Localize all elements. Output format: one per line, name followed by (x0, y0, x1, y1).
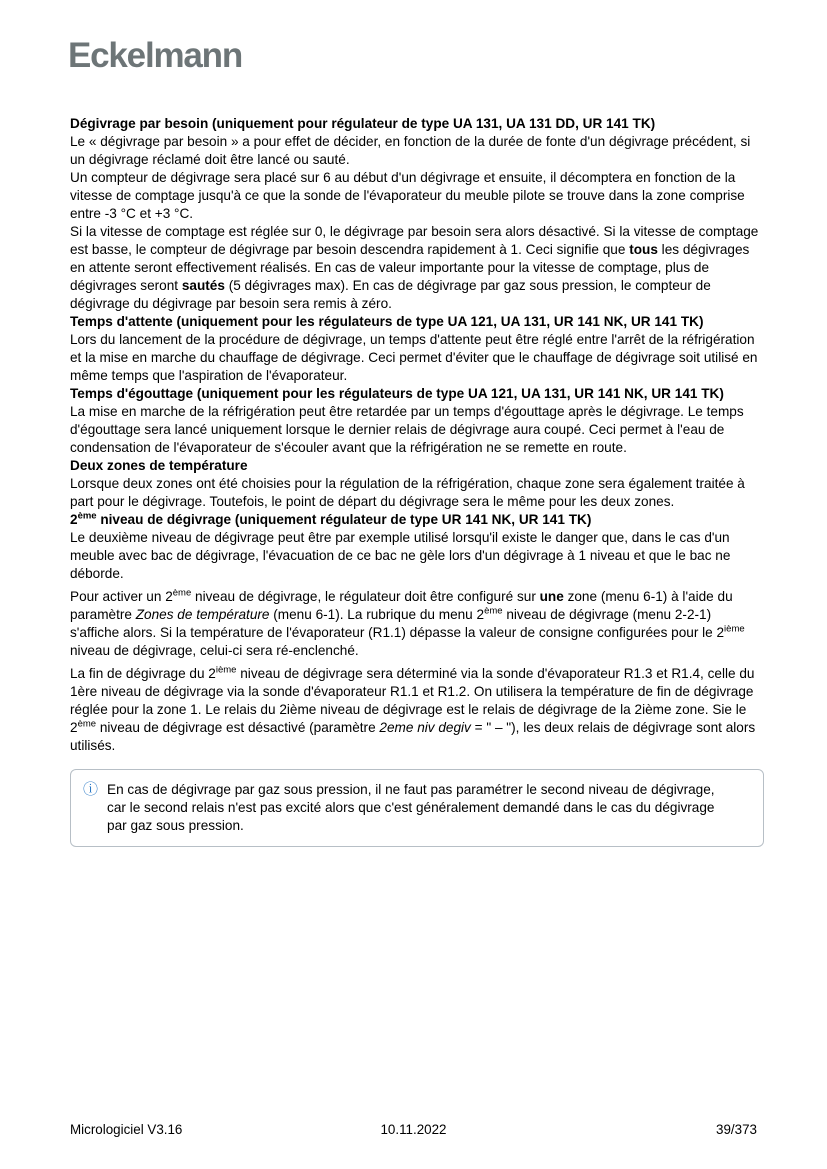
superscript-text: ème (484, 605, 503, 617)
text-run: 2 (70, 512, 78, 527)
info-note-box (70, 769, 764, 847)
superscript-text: ème (77, 510, 97, 522)
text-run: Lorsque deux zones ont été choisies pour la régulation de la réfrigération, chaque zone sera également traitée à part pour le dégivrage. Toutefois, le point de départ du dégivrage sera le même pour les deux zones. (70, 476, 745, 509)
text-run: Zones de température (135, 607, 270, 622)
paragraph (70, 588, 764, 660)
paragraph (70, 331, 764, 385)
superscript-text: ème (172, 587, 192, 599)
text-run: La mise en marche de la réfrigération peut être retardée par un temps d'égouttage après le dégivrage. Le temps d'égouttage sera lancé uniquement lorsque le dernier relais de dégivrage aura coupé. Ceci permet à l'eau de condensation de l'évaporateur de s'écouler avant que la réfrigération ne se remette en route. (70, 404, 744, 455)
text-run: 2eme niv degiv (379, 720, 471, 735)
text-run: Dégivrage par besoin (uniquement pour régulateur de type UA 131, UA 131 DD, UR 141 TK) (70, 116, 656, 131)
text-run: niveau de dégivrage est désactivé (paramètre (96, 720, 380, 735)
text-run: (5 dégivrages max). En cas de dégivrage par gaz sous pression, le compteur de dégivrage du dégivrage par besoin sera remis à zéro. (70, 278, 711, 311)
text-run: Si la vitesse de comptage est réglée sur 0, le dégivrage par besoin sera alors désactivé. Si la vitesse de comptage est basse, le compteur de dégivrage par besoin descendra rapidement à 1. Ceci signifie que (70, 224, 759, 257)
text-run: niveau de dégivrage, le régulateur doit être configuré sur (191, 589, 540, 604)
text-run: sautés (181, 278, 225, 293)
text-run: tous (629, 242, 658, 257)
superscript-text: ème (77, 718, 97, 730)
text-run: (menu 6-1). La rubrique du menu 2 (269, 607, 485, 622)
text-run: Temps d'attente (uniquement pour les régulateurs de type UA 121, UA 131, UR 141 NK, UR 141 TK) (70, 314, 704, 329)
info-icon: ⓘ (83, 781, 99, 798)
section-heading (70, 115, 764, 133)
text-run: les dégivrages en attente seront effectivement réalisés. En cas de valeur importante pour la vitesse de comptage, plus de dégivrages seront (70, 242, 750, 293)
footer-firmware-version: Micrologiciel V3.16 (70, 1122, 183, 1137)
eckelmann-logo: Eckelmann (68, 36, 243, 75)
text-run: Lors du lancement de la procédure de dégivrage, un temps d'attente peut être réglé entre l'arrêt de la réfrigération et la mise en marche du chauffage de dégivrage. Ceci permet d'éviter que le chauffage de dégivrage soit utilisé en même temps que l'aspiration de l'évaporateur. (70, 332, 758, 383)
paragraph (70, 169, 764, 223)
text-run: niveau de dégivrage, celui-ci sera ré-enclenché. (70, 643, 359, 658)
paragraph (70, 403, 764, 457)
text-run: = " – "), les deux relais de dégivrage sont alors utilisés. (70, 720, 756, 753)
paragraph (70, 529, 764, 583)
text-run: Le « dégivrage par besoin » a pour effet de décider, en fonction de la durée de fonte d'un dégivrage précédent, si un dégivrage réclamé doit être lancé ou sauté. (70, 134, 751, 167)
footer-page-number: 39/373 (716, 1122, 757, 1137)
text-run: une (539, 589, 564, 604)
text-run: niveau de dégivrage (uniquement régulateur de type UR 141 NK, UR 141 TK) (96, 512, 592, 527)
paragraph (70, 133, 764, 169)
text-run: Un compteur de dégivrage sera placé sur 6 au début d'un dégivrage et ensuite, il décomptera en fonction de la vitesse de comptage jusqu'à ce que la sonde de l'évaporateur du meuble pilote se trouve dans la zone comprise entre -3 °C et +3 °C. (70, 170, 745, 221)
page-footer (70, 1122, 757, 1138)
footer-date: 10.11.2022 (380, 1122, 447, 1137)
superscript-text: ième (215, 664, 237, 676)
sections-container (70, 115, 764, 755)
text-run: Temps d'égouttage (uniquement pour les régulateurs de type UA 121, UA 131, UR 141 NK, UR 141 TK) (70, 386, 724, 401)
superscript-text: ième (724, 623, 745, 635)
section-heading (70, 313, 764, 331)
paragraph (70, 475, 764, 511)
info-note-text: En cas de dégivrage par gaz sous pression, il ne faut pas paramétrer le second niveau de dégivrage, car le second relais n'est pas excité alors que c'est généralement demandé dans le cas du dégivrage par gaz sous pression. (107, 782, 715, 833)
section-heading (70, 457, 764, 475)
text-run: Deux zones de température (70, 458, 248, 473)
paragraph (70, 223, 764, 313)
document-body (70, 115, 764, 847)
text-run: Pour activer un 2 (70, 589, 173, 604)
section-heading (70, 511, 764, 529)
text-run: niveau de dégivrage (menu 2-2-1) s'affiche alors. Si la température de l'évaporateur (R1.1) dépasse la valeur de consigne configurées pour le 2 (70, 607, 725, 640)
paragraph (70, 665, 764, 755)
text-run: niveau de dégivrage sera déterminé via la sonde d'évaporateur R1.3 et R1.4, celle du 1ère niveau de dégivrage via la sonde d'évaporateur R1.1 et R1.2. On utilisera la température de fin de dégivrage réglée pour la zone 1. Le relais du 2ième niveau de dégivrage est le relais de dégivrage de la 2ième zone. Sie le 2 (70, 666, 755, 735)
text-run: zone (menu 6-1) à l'aide du paramètre (70, 589, 733, 622)
text-run: Le deuxième niveau de dégivrage peut être par exemple utilisé lorsqu'il existe le danger que, dans le cas d'un meuble avec bac de dégivrage, l'évacuation de ce bac ne gèle lors d'un dégivrage à 1 niveau et que le bac ne déborde. (70, 530, 731, 581)
text-run: La fin de dégivrage du 2 (70, 666, 216, 681)
section-heading (70, 385, 764, 403)
